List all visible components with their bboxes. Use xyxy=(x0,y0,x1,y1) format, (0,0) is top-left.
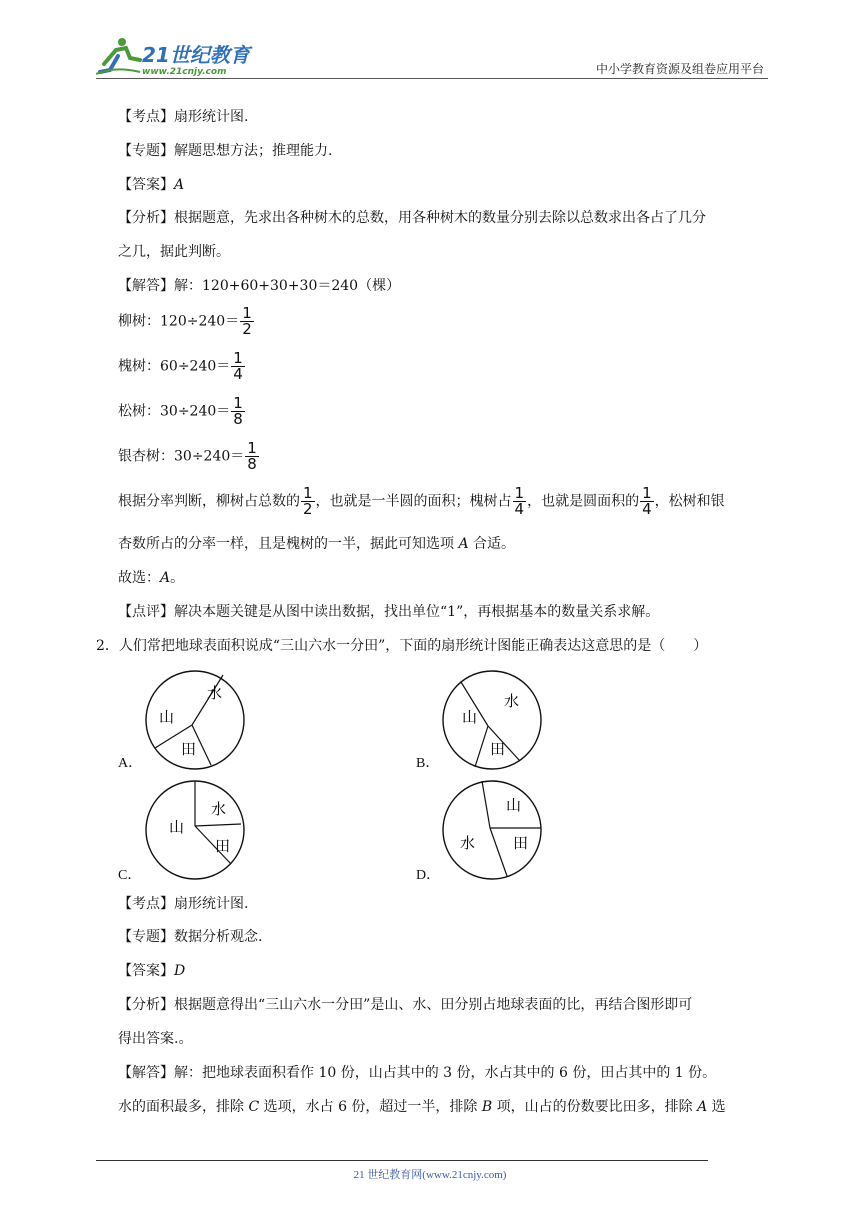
q1-answer-value: A xyxy=(174,177,185,193)
solution-text: 水的面积最多，排除 xyxy=(118,1099,244,1115)
sector-label-mountain: 山 xyxy=(462,708,478,726)
judge-text: 根据分率判断，柳树占总数的 xyxy=(118,493,300,510)
q1-solution xyxy=(118,275,768,297)
q2-zhuanti xyxy=(118,926,768,948)
sector-label-water: 水 xyxy=(504,692,520,710)
q1-analysis-1 xyxy=(118,207,768,229)
option-ref: C xyxy=(248,1099,260,1115)
option-ref: A xyxy=(697,1099,708,1115)
q1-comment-text: 解决本题关键是从图中读出数据，找出单位“1”，再根据基本的数量关系求解。 xyxy=(174,604,660,620)
pie-chart-d xyxy=(440,778,544,882)
calc-row xyxy=(118,441,768,472)
judge-text: 杏数所占的分率一样，且是槐树的一半，据此可知选项 xyxy=(118,536,454,552)
fraction xyxy=(231,396,245,427)
q1-analysis-text: 根据题意，先求出各种树木的总数，用各种树木的数量分别去除以总数求出各占了几分 xyxy=(174,210,706,226)
q1-solution-text: 解：120+60+30+30＝240（棵） xyxy=(174,278,401,294)
tag-label: 【解答】 xyxy=(118,1065,174,1081)
q1-judgement-2 xyxy=(118,533,768,555)
numerator: 1 xyxy=(247,439,257,457)
denominator: 4 xyxy=(233,365,243,383)
tag-label: 【分析】 xyxy=(118,210,174,226)
footer-text: 21 世纪教育网(www.21cnjy.com) xyxy=(353,1169,507,1181)
q2-solution-1 xyxy=(118,1062,768,1084)
tag-label: 【答案】 xyxy=(118,177,174,193)
judge-text: ，松树和银 xyxy=(654,493,725,510)
q2-analysis-1 xyxy=(118,994,768,1016)
q2-solution-2 xyxy=(118,1096,768,1118)
tag-label: 【分析】 xyxy=(118,997,174,1013)
denominator: 2 xyxy=(242,320,252,338)
pie-chart-b xyxy=(440,668,544,772)
judge-text: 合适。 xyxy=(473,536,516,552)
fraction xyxy=(231,351,245,382)
denominator: 4 xyxy=(642,500,652,518)
denominator: 2 xyxy=(303,500,313,518)
footer-divider xyxy=(96,1160,708,1161)
q2-answer xyxy=(118,960,768,982)
q1-answer xyxy=(118,174,768,196)
calc-row xyxy=(118,351,768,382)
tag-label: 【专题】 xyxy=(118,143,174,159)
option-d-label: D． xyxy=(416,868,441,883)
numerator: 1 xyxy=(242,304,252,322)
q2-kaodian xyxy=(118,893,768,915)
tag-label: 【解答】 xyxy=(118,278,174,294)
fraction xyxy=(245,441,259,472)
q2-kaodian-text: 扇形统计图. xyxy=(174,896,249,912)
platform-name: 中小学教育资源及组卷应用平台 xyxy=(595,62,764,76)
tag-label: 【专题】 xyxy=(118,929,174,945)
logo-text: 21世纪教育 xyxy=(142,43,250,67)
sector-label-mountain: 山 xyxy=(169,818,185,836)
denominator: 8 xyxy=(233,410,243,428)
q2-zhuanti-text: 数据分析观念. xyxy=(174,929,263,945)
solution-text: 选项，水占 6 份，超过一半，排除 xyxy=(263,1099,478,1115)
fraction xyxy=(240,306,254,337)
q2-analysis-2: 得出答案.。 xyxy=(118,1031,193,1047)
sector-label-field: 田 xyxy=(490,740,506,758)
judge-text: ，也就是圆面积的 xyxy=(527,493,640,510)
q2-stem xyxy=(96,635,707,657)
calc-row xyxy=(118,396,768,427)
q1-kaodian xyxy=(118,106,768,128)
logo-url: www.21cnjy.com xyxy=(142,67,227,77)
q1-zhuanti-text: 解题思想方法；推理能力. xyxy=(174,143,333,159)
sector-label-water: 水 xyxy=(460,834,476,852)
q2-solution-text: 解：把地球表面积看作 10 份，山占其中的 3 份，水占其中的 6 份，田占其中的 1 份。 xyxy=(174,1065,717,1081)
q1-judgement-1 xyxy=(118,486,768,517)
sector-label-mountain: 山 xyxy=(506,796,522,814)
option-b-label: B． xyxy=(416,756,440,771)
q2-answer-value: D xyxy=(174,963,186,979)
sector-label-water: 水 xyxy=(207,684,223,702)
option-ref: A xyxy=(458,536,469,552)
sector-label-field: 田 xyxy=(513,834,529,852)
choice-label: 故选： xyxy=(118,570,160,586)
question-text: 人们常把地球表面积说成“三山六水一分田”，下面的扇形统计图能正确表达这意思的是（ ） xyxy=(118,638,708,654)
choice-value: A xyxy=(160,570,171,586)
numerator: 1 xyxy=(514,484,525,502)
sector-label-mountain: 山 xyxy=(159,708,175,726)
solution-text: 选 xyxy=(711,1099,726,1115)
q1-analysis-2: 之几，据此判断。 xyxy=(118,244,230,260)
option-a-label: A． xyxy=(118,756,143,771)
judge-text: ，也就是一半圆的面积；槐树占 xyxy=(315,493,512,510)
tag-label: 【考点】 xyxy=(118,109,174,125)
sector-label-field: 田 xyxy=(215,837,231,855)
tag-label: 【考点】 xyxy=(118,896,174,912)
numerator: 1 xyxy=(642,484,652,502)
pie-chart-c xyxy=(143,778,247,882)
option-ref: B xyxy=(481,1099,493,1115)
q1-choice xyxy=(118,567,768,589)
calc-row xyxy=(118,306,768,337)
runner-logo-icon xyxy=(96,36,266,80)
q1-comment xyxy=(118,601,768,623)
numerator: 1 xyxy=(233,349,243,367)
header-divider xyxy=(96,78,768,79)
sector-label-water: 水 xyxy=(211,800,227,818)
q1-zhuanti xyxy=(118,140,768,162)
numerator: 1 xyxy=(303,484,313,502)
q2-analysis-text: 根据题意得出“三山六水一分田”是山、水、田分别占地球表面的比，再结合图形即可 xyxy=(174,997,693,1013)
q1-kaodian-text: 扇形统计图. xyxy=(174,109,249,125)
pie-chart-a xyxy=(143,668,247,772)
sector-label-field: 田 xyxy=(181,740,197,758)
calc-label: 松树：30÷240＝ xyxy=(118,403,231,420)
fraction xyxy=(640,486,654,517)
site-logo xyxy=(96,36,266,80)
option-c-label: C． xyxy=(118,868,142,883)
choice-end: 。 xyxy=(170,570,185,586)
denominator: 8 xyxy=(247,455,257,473)
denominator: 4 xyxy=(514,500,525,518)
fraction xyxy=(513,486,527,517)
question-number: 2． xyxy=(96,638,119,654)
fraction xyxy=(301,486,315,517)
calc-label: 银杏树：30÷240＝ xyxy=(118,448,245,465)
solution-text: 项，山占的份数要比田多，排除 xyxy=(496,1099,693,1115)
numerator: 1 xyxy=(233,394,243,412)
tag-label: 【答案】 xyxy=(118,963,174,979)
calc-label: 槐树：60÷240＝ xyxy=(118,358,231,375)
calc-label: 柳树：120÷240＝ xyxy=(118,313,240,330)
tag-label: 【点评】 xyxy=(118,604,174,620)
